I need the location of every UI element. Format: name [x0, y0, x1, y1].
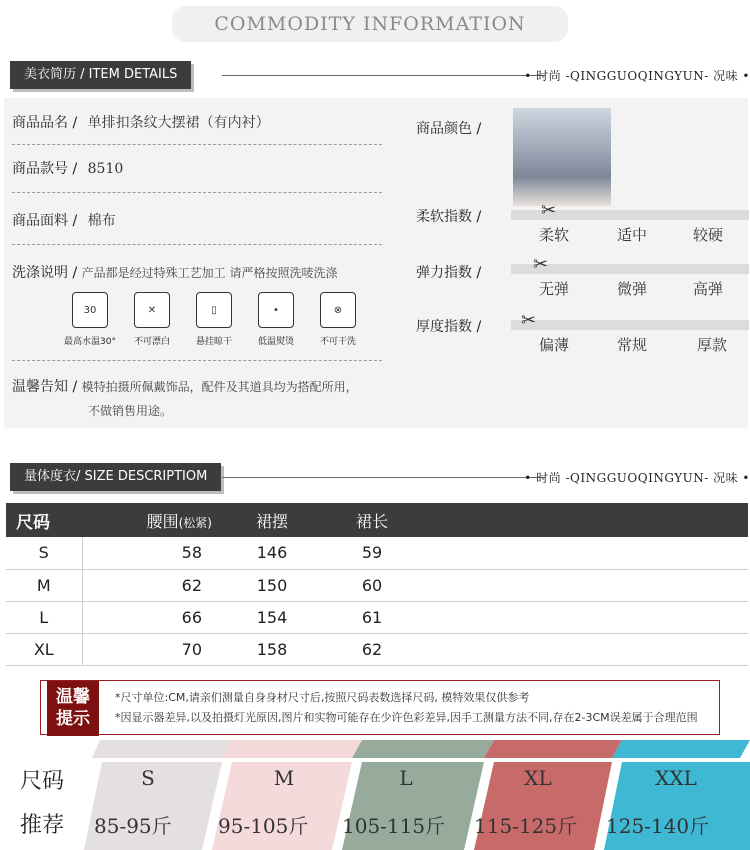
wash-icon-caption: 不可漂白: [133, 337, 170, 347]
recommend-size: S: [141, 766, 155, 790]
recommend-size: M: [273, 766, 295, 790]
thickness-option: 偏薄: [539, 336, 570, 354]
size-band-l: [352, 740, 494, 758]
product-name-row: [12, 112, 270, 132]
size-table: [6, 503, 748, 666]
wash-note: 产品都是经过特殊工艺加工 请严格按照洗唛洗涤: [81, 266, 338, 280]
length-cell: 59: [332, 537, 412, 569]
recommend-size: XL: [524, 766, 552, 790]
brand-tagline: • 时尚 -QINGGUOQINGYUN- 况味 •: [524, 69, 750, 83]
recommend-weight: 85-95斤: [94, 814, 172, 838]
dashed-divider: [12, 144, 382, 145]
length-cell: 62: [332, 633, 412, 665]
product-number-value: 8510: [87, 161, 124, 177]
tips-badge: 温馨 提示: [47, 681, 99, 736]
stretch-option: 无弹: [539, 280, 570, 298]
size-cell: L: [6, 601, 82, 633]
softness-scale: [511, 200, 749, 250]
size-band-xl: [484, 740, 622, 758]
table-row: [6, 601, 748, 633]
product-name-value: 单排扣条纹大摆裙（有内衬）: [87, 115, 270, 131]
recommend-size: XXL: [655, 766, 697, 790]
softness-option: 柔软: [539, 226, 570, 244]
color-label: 商品颜色 /: [416, 121, 482, 137]
waist-cell: 70: [82, 633, 212, 665]
wash-icons: [64, 292, 364, 352]
dashed-divider: [12, 192, 382, 193]
header-hem: 裙摆: [212, 503, 332, 537]
size-band-m: [222, 740, 362, 758]
scissors-icon: ✂: [541, 200, 557, 221]
wash-icon-caption: 低温熨烫: [257, 337, 294, 347]
length-cell: 60: [332, 569, 412, 601]
waist-cell: 66: [82, 601, 212, 633]
product-name-label: 商品品名 /: [12, 115, 78, 131]
wash-row: [12, 262, 337, 282]
recommend-weight: 105-115斤: [342, 814, 446, 838]
notice-label: 温馨告知 /: [12, 379, 78, 395]
stretch-option: 高弹: [693, 280, 724, 298]
header-title: COMMODITY INFORMATION: [214, 13, 526, 35]
hem-cell: 154: [212, 601, 332, 633]
recommend-weight: 125-140斤: [606, 814, 710, 838]
header-waist: 腰围(松紧): [82, 503, 212, 537]
size-band-xxl: [612, 740, 750, 758]
stretch-option: 微弹: [617, 280, 648, 298]
wash-label: 洗涤说明 /: [12, 265, 78, 281]
fabric-row: [12, 210, 116, 230]
wash-icon-caption: 最高水温30°: [64, 337, 116, 347]
thickness-scale: [511, 310, 749, 360]
recommend-size: L: [399, 766, 413, 790]
header-size: 尺码: [6, 503, 82, 537]
table-row: [6, 537, 748, 569]
size-description-bar: [0, 463, 750, 493]
size-cell: M: [6, 569, 82, 601]
tips-line: *因显示器差异,以及拍摄灯光原因,图片和实物可能存在少许色彩差异,因手工测量方法不同,存在2-3CM误差属于合理范围: [115, 711, 698, 724]
scale-track: [511, 320, 749, 330]
divider-line: [222, 75, 545, 76]
recommend-weight-label: 推荐: [20, 813, 65, 838]
table-row: [6, 633, 748, 665]
hem-cell: 146: [212, 537, 332, 569]
waist-cell: 58: [82, 537, 212, 569]
wash-icon-caption: 悬挂晾干: [195, 337, 232, 347]
brand-tagline: • 时尚 -QINGGUOQINGYUN- 况味 •: [524, 471, 750, 485]
wash-30-icon: 30 最高水温30°: [64, 292, 116, 347]
softness-label: 柔软指数 /: [416, 209, 482, 225]
item-details-label: 美衣简历 / ITEM DETAILS: [10, 61, 191, 89]
recommend-weight: 95-105斤: [218, 814, 309, 838]
item-details-bar: [0, 61, 750, 91]
recommend-weight: 115-125斤: [474, 814, 578, 838]
wash-icon-caption: 不可干洗: [319, 337, 356, 347]
stretch-scale: [511, 254, 749, 304]
softness-option: 适中: [617, 226, 648, 244]
page-header: [172, 6, 568, 42]
scissors-icon: ✂: [533, 254, 549, 275]
size-table-header: [6, 503, 748, 537]
dashed-divider: [12, 244, 382, 245]
hem-cell: 150: [212, 569, 332, 601]
thickness-option: 常规: [617, 336, 648, 354]
size-band-s: [92, 740, 232, 758]
hang-dry-icon: ▯ 悬挂晾干: [188, 292, 240, 347]
low-iron-icon: • 低温熨烫: [250, 292, 302, 347]
notice-row: [12, 376, 358, 419]
notice-text-continued: 不做销售用途。: [88, 404, 173, 418]
product-number-row: [12, 158, 123, 178]
divider-line: [222, 477, 545, 478]
product-number-label: 商品款号 /: [12, 161, 78, 177]
fabric-value: 棉布: [87, 213, 116, 229]
item-details-panel: [4, 98, 748, 428]
dashed-divider: [12, 360, 382, 361]
size-cell: XL: [6, 633, 82, 665]
header-length: 裙长: [332, 503, 412, 537]
hem-cell: 158: [212, 633, 332, 665]
thickness-label: 厚度指数 /: [416, 319, 482, 335]
no-dry-clean-icon: ⊗ 不可干洗: [312, 292, 364, 347]
table-row: [6, 569, 748, 601]
thickness-option: 厚款: [697, 336, 728, 354]
softness-option: 较硬: [693, 226, 724, 244]
tips-line: *尺寸单位:CM,请亲们测量自身身材尺寸后,按照尺码表数选择尺码, 模特效果仅供参考: [115, 691, 530, 704]
notice-text: 模特拍摄所佩戴饰品，配件及其道具均为搭配所用，: [81, 380, 358, 394]
tips-box: [40, 680, 720, 735]
stretch-label: 弹力指数 /: [416, 265, 482, 281]
size-cell: S: [6, 537, 82, 569]
fabric-label: 商品面料 /: [12, 213, 78, 229]
recommend-size-label: 尺码: [20, 769, 65, 794]
size-description-label: 量体度衣/ SIZE DESCRIPTIOM: [10, 463, 221, 491]
scissors-icon: ✂: [521, 310, 537, 331]
no-bleach-icon: ✕ 不可漂白: [126, 292, 178, 347]
length-cell: 61: [332, 601, 412, 633]
size-recommendation: [0, 740, 750, 850]
product-color-photo: [513, 108, 611, 206]
waist-cell: 62: [82, 569, 212, 601]
